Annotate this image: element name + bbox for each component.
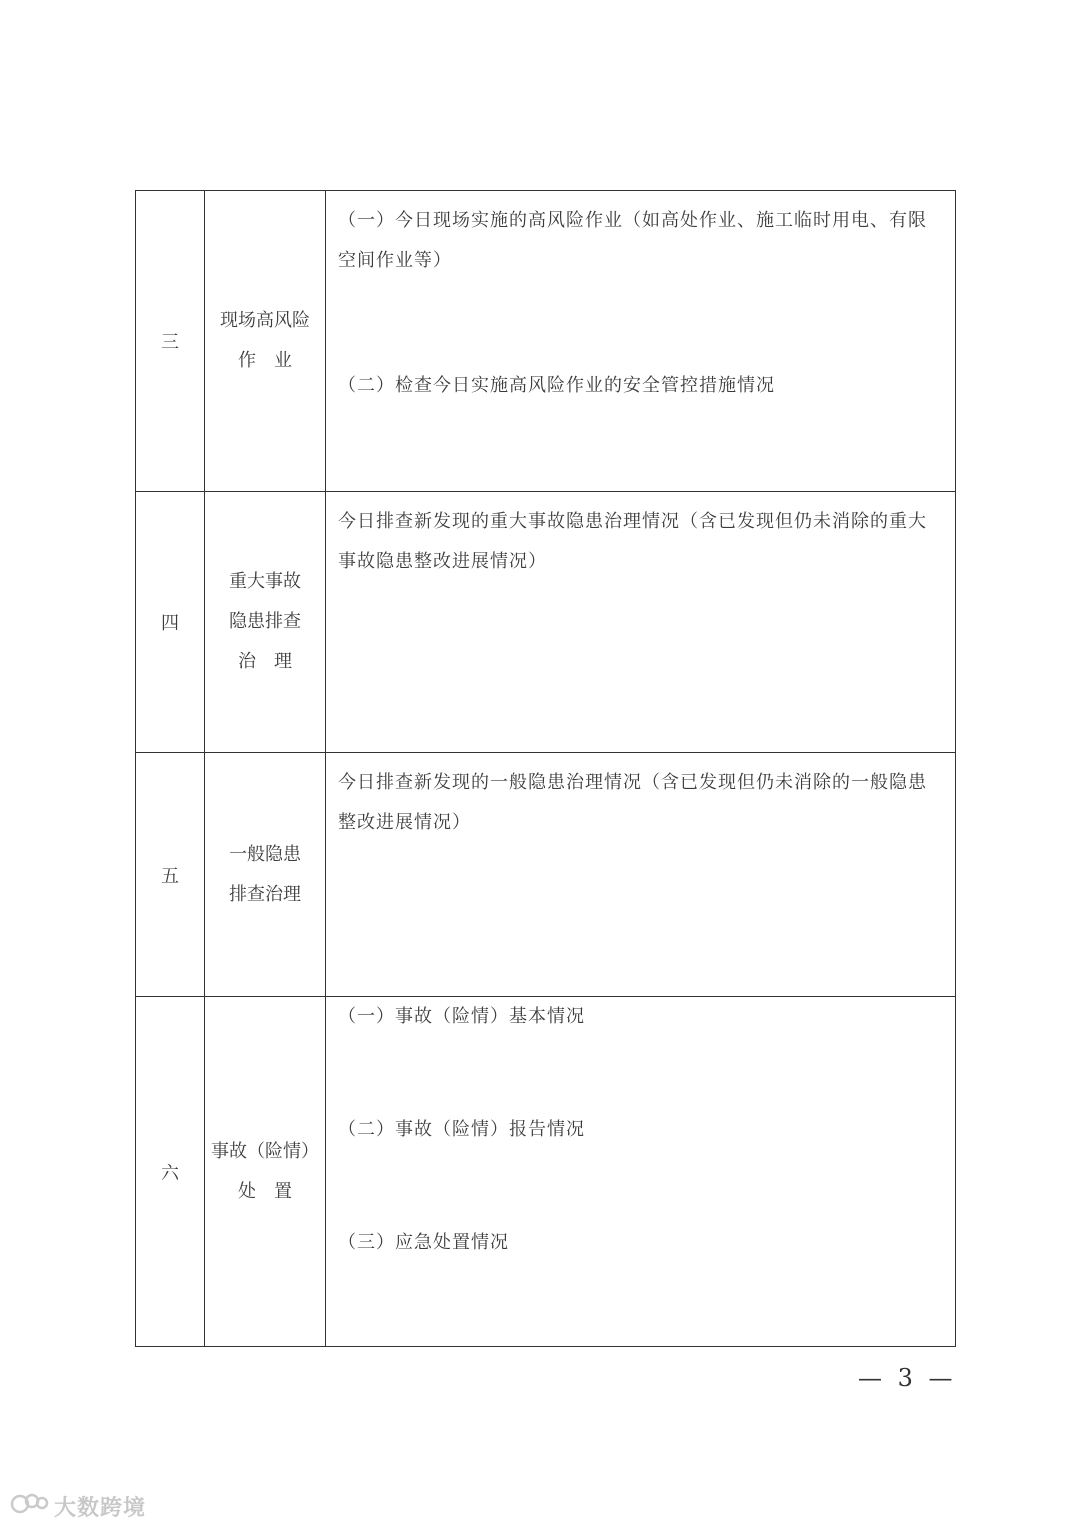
category-line: 处 置 bbox=[238, 1180, 292, 1202]
content-paragraph: 今日排查新发现的重大事故隐患治理情况（含已发现但仍未消除的重大事故隐患整改进展情况） bbox=[338, 511, 927, 572]
row-category bbox=[205, 492, 326, 753]
row-category bbox=[205, 753, 326, 997]
row-content bbox=[326, 492, 956, 753]
row-content bbox=[326, 191, 956, 492]
row-number: 五 bbox=[136, 753, 205, 997]
content-paragraph: 今日排查新发现的一般隐患治理情况（含已发现但仍未消除的一般隐患整改进展情况） bbox=[338, 772, 927, 833]
row-number: 四 bbox=[136, 492, 205, 753]
row-content bbox=[326, 997, 956, 1347]
row-content bbox=[326, 753, 956, 997]
category-line: 重大事故 bbox=[229, 571, 301, 592]
content-paragraph: （三）应急处置情况 bbox=[338, 1232, 509, 1253]
content-paragraph: （二）检查今日实施高风险作业的安全管控措施情况 bbox=[338, 375, 775, 396]
content-paragraph: （一）事故（险情）基本情况 bbox=[338, 1006, 585, 1027]
report-table bbox=[135, 190, 956, 1347]
row-category bbox=[205, 191, 326, 492]
row-category bbox=[205, 997, 326, 1347]
table-row bbox=[136, 191, 956, 492]
category-line: 事故（险情） bbox=[211, 1140, 319, 1162]
page-number: — 3 — bbox=[858, 1364, 957, 1392]
table-row bbox=[136, 997, 956, 1347]
table-row bbox=[136, 492, 956, 753]
row-number: 三 bbox=[136, 191, 205, 492]
category-line: 现场高风险 bbox=[220, 310, 310, 331]
watermark-text: 大数跨境 bbox=[54, 1495, 147, 1521]
content-paragraph: （一）今日现场实施的高风险作业（如高处作业、施工临时用电、有限空间作业等） bbox=[338, 210, 927, 271]
row-number: 六 bbox=[136, 997, 205, 1347]
category-line: 治 理 bbox=[238, 651, 292, 672]
category-line: 一般隐患 bbox=[229, 843, 301, 865]
logo-mark-icon bbox=[10, 1489, 50, 1523]
category-line: 作 业 bbox=[238, 350, 292, 371]
category-line: 排查治理 bbox=[229, 883, 301, 905]
watermark bbox=[10, 1490, 146, 1522]
table-row bbox=[136, 753, 956, 997]
content-paragraph: （二）事故（险情）报告情况 bbox=[338, 1119, 585, 1140]
category-line: 隐患排查 bbox=[229, 611, 301, 632]
